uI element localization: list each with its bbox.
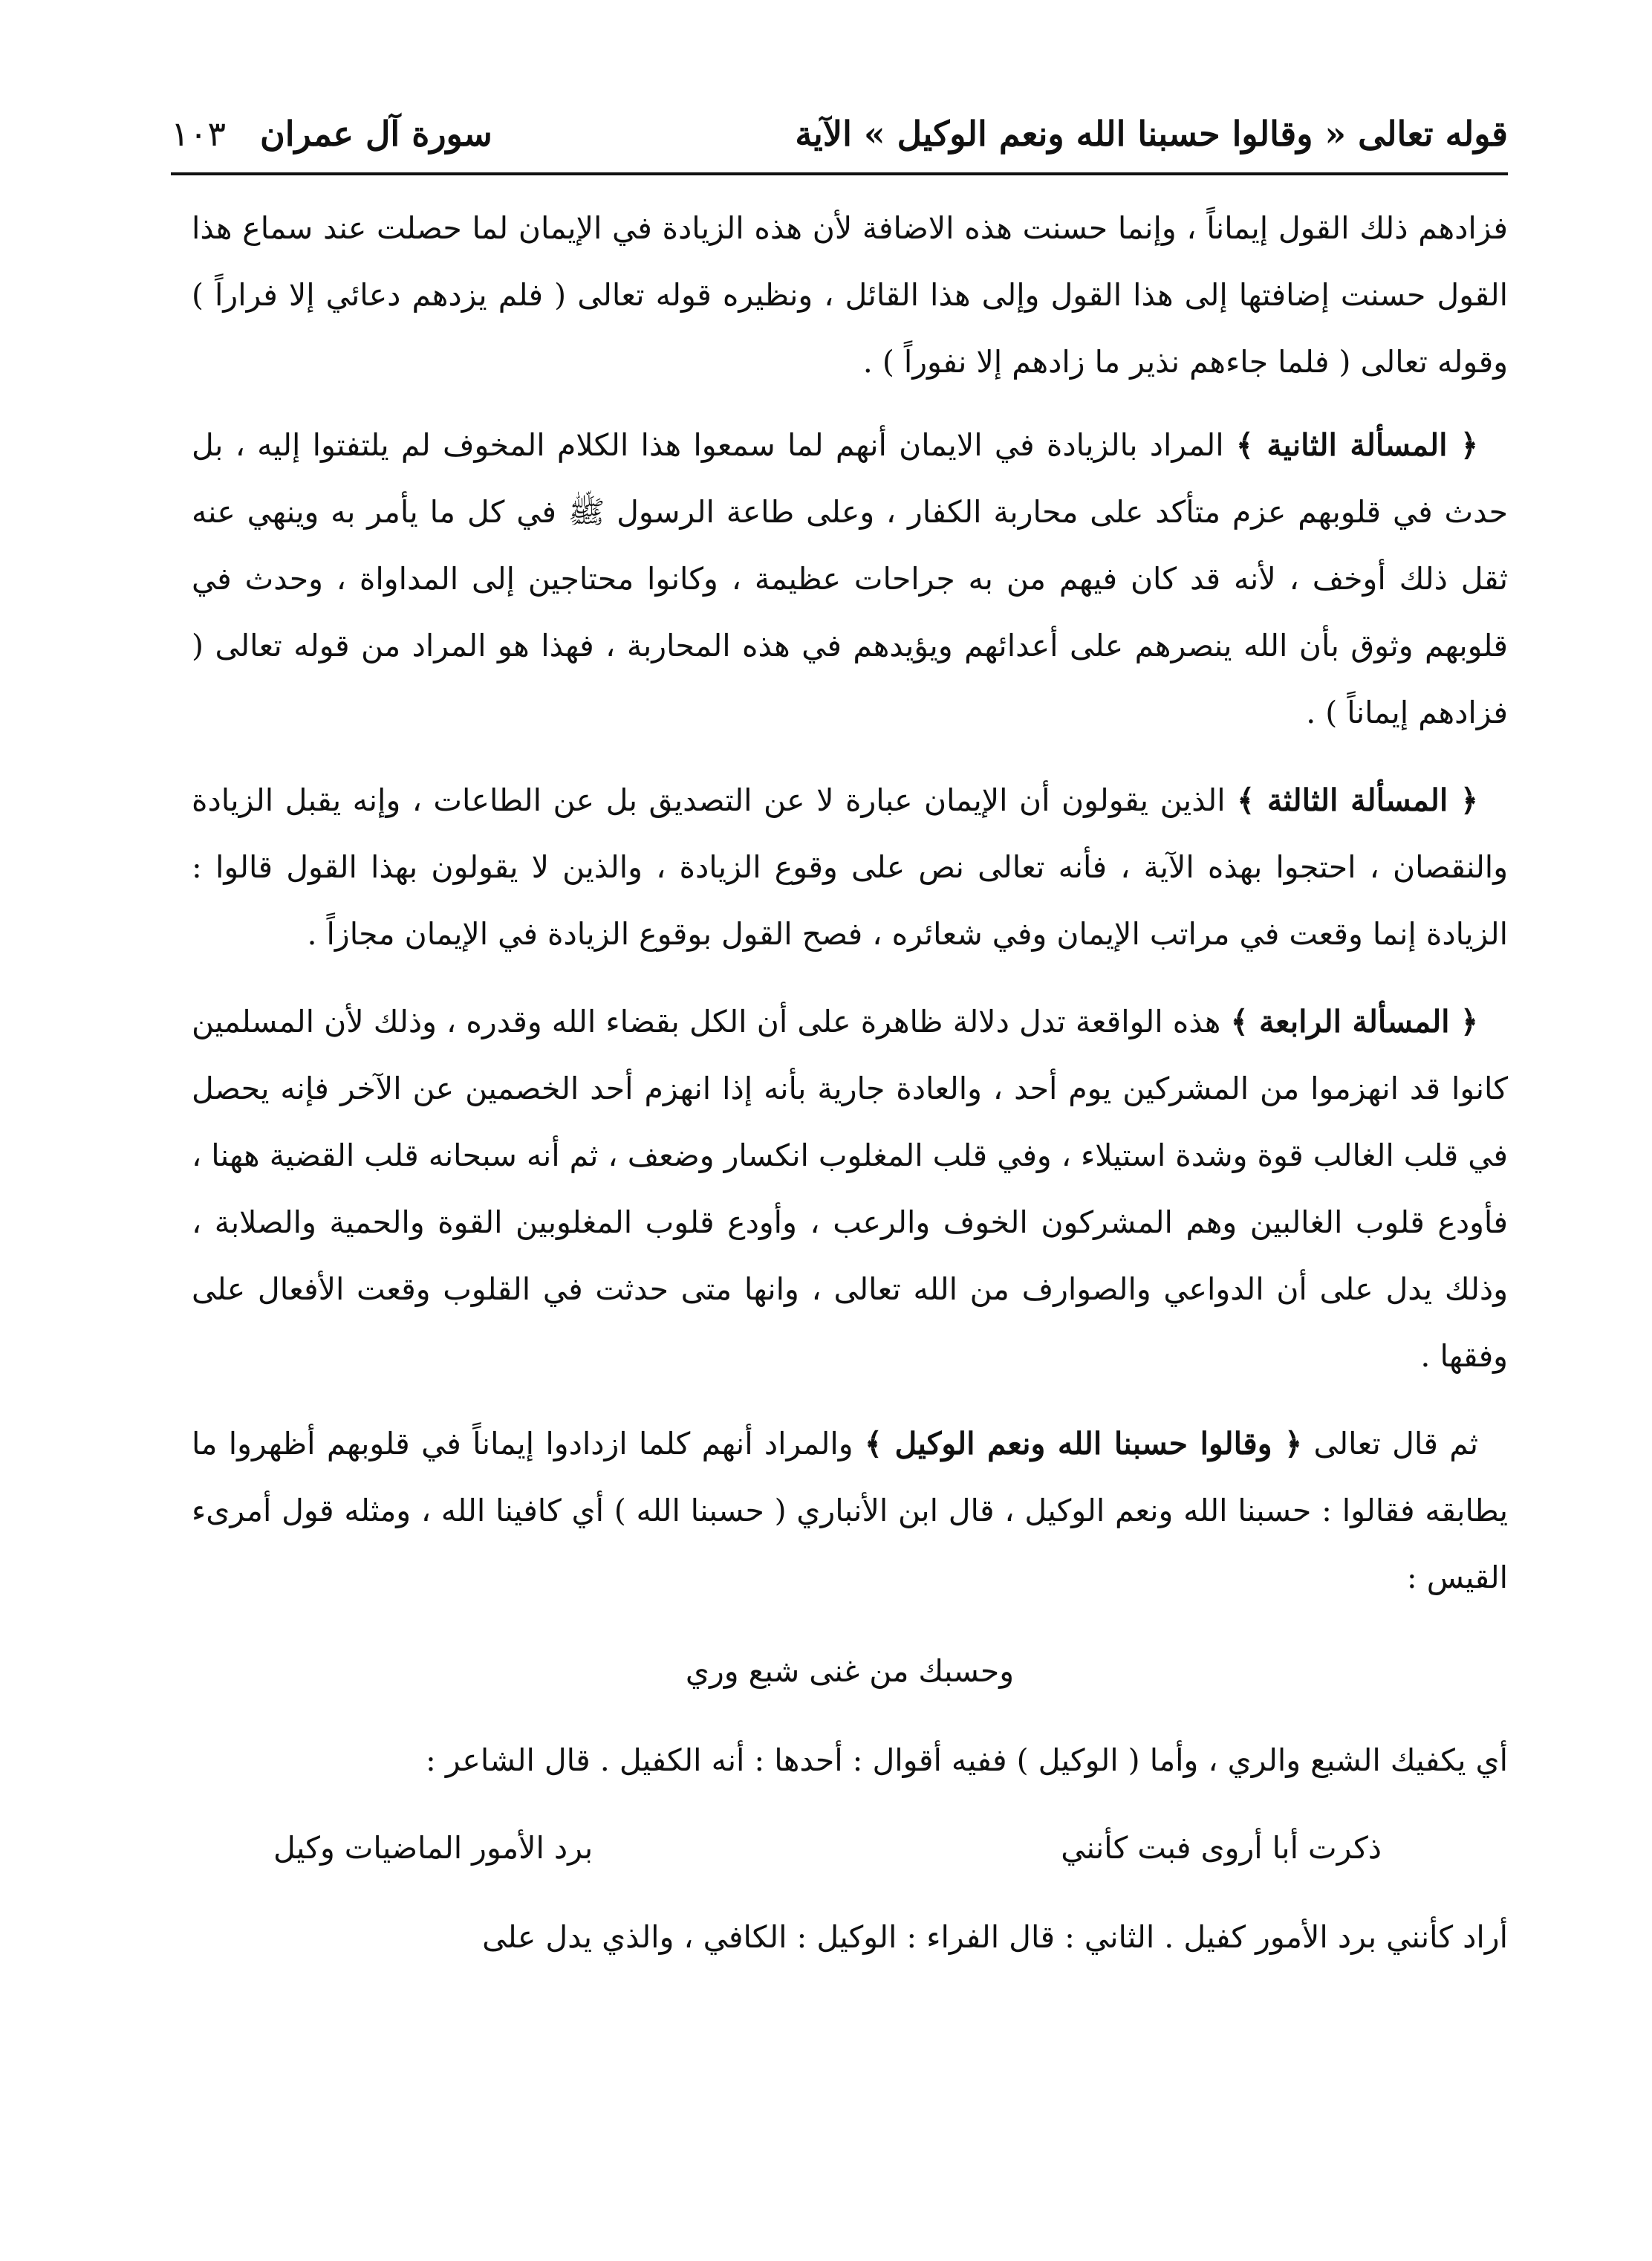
poem-first-hemistich: ذكرت أبا أروى فبت كأنني bbox=[1061, 1830, 1382, 1866]
paragraph-4 bbox=[192, 988, 1508, 1389]
running-title: قوله تعالى « وقالوا حسبنا الله ونعم الوكيل » الآية bbox=[795, 114, 1508, 154]
page-header bbox=[171, 104, 1508, 171]
paragraph-5-prefix: ثم قال تعالى bbox=[1302, 1426, 1479, 1462]
issue-heading-second: ﴿ المسألة الثانية ﴾ bbox=[1235, 427, 1478, 463]
paragraph-3 bbox=[192, 767, 1508, 967]
paragraph-2-text: المراد بالزيادة في الايمان أنهم لما سمعوا هذا الكلام المخوف لم يلتفتوا إليه ، بل حدث في قلوبهم عزم متأكد على محاربة الكفار ، وعلى طاعة الرسول ﷺ في كل ما يأمر به وينهي عنه ثقل ذلك أوخف ، لأنه قد كان فيهم من به جراحات عظيمة ، وكانوا محتاجين إلى المداواة ، وحدث في قلوبهم وثوق بأن الله ينصرهم على أعدائهم ويؤيدهم في هذه المحاربة ، فهذا هو المراد من قوله تعالى ( فزادهم إيماناً ) . bbox=[192, 427, 1508, 730]
issue-heading-fourth: ﴿ المسألة الرابعة ﴾ bbox=[1230, 1004, 1478, 1039]
paragraph-1 bbox=[192, 195, 1508, 395]
paragraph-6-text: أي يكفيك الشبع والري ، وأما ( الوكيل ) ففيه أقوال : أحدها : أنه الكفيل . قال الشاعر : bbox=[425, 1742, 1508, 1778]
header-rule bbox=[171, 172, 1508, 175]
surah-name: سورة آل عمران bbox=[260, 114, 492, 154]
paragraph-7-text: أراد كأنني برد الأمور كفيل . الثاني : قال الفراء : الوكيل : الكافي ، والذي يدل على bbox=[482, 1919, 1508, 1955]
quranic-quote: ﴿ وقالوا حسبنا الله ونعم الوكيل ﴾ bbox=[864, 1426, 1303, 1462]
poetry-hemistich: وحسبك من غنى شبع وري bbox=[685, 1653, 1015, 1689]
paragraph-4-text: هذه الواقعة تدل دلالة ظاهرة على أن الكل بقضاء الله وقدره ، وذلك لأن المسلمين كانوا قد انهزموا من المشركين يوم أحد ، والعادة جارية بأنه إذا انهزم أحد الخصمين عن الآخر فإنه يحصل في قلب الغالب قوة وشدة استيلاء ، وفي قلب المغلوب انكسار وضعف ، ثم أنه سبحانه قلب القضية ههنا ، فأودع قلوب الغالبين وهم المشركون الخوف والرعب ، وأودع قلوب المغلوبين القوة والحمية والصلابة ، وذلك يدل على أن الدواعي والصوارف من الله تعالى ، وانها متى حدثت في القلوب وقعت الأفعال على وفقها . bbox=[192, 1004, 1508, 1374]
paragraph-5 bbox=[192, 1410, 1508, 1611]
paragraph-5-text: والمراد أنهم كلما ازدادوا إيماناً في قلوبهم أظهروا ما يطابقه فقالوا : حسبنا الله ونعم الوكيل ، قال ابن الأنباري ( حسبنا الله ) أي كافينا الله ، ومثله قول أمرىء القيس : bbox=[192, 1426, 1508, 1595]
paragraph-3-text: الذين يقولون أن الإيمان عبارة لا عن التصديق بل عن الطاعات ، وإنه يقبل الزيادة والنقصان ، احتجوا بهذه الآية ، فأنه تعالى نص على وقوع الزيادة ، والذين لا يقولون بهذا القول قالوا : الزيادة إنما وقعت في مراتب الإيمان وفي شعائره ، فصح القول بوقوع الزيادة في الإيمان مجازاً . bbox=[192, 782, 1508, 952]
paragraph-2 bbox=[192, 412, 1508, 746]
issue-heading-third: ﴿ المسألة الثالثة ﴾ bbox=[1237, 782, 1478, 818]
body-text bbox=[192, 195, 1508, 1991]
page-number: ١٠٣ bbox=[171, 114, 227, 154]
poetry-verse bbox=[192, 1814, 1508, 1881]
poem-second-hemistich: برد الأمور الماضيات وكيل bbox=[273, 1830, 594, 1866]
paragraph-7 bbox=[192, 1904, 1508, 1970]
paragraph-1-text: فزادهم ذلك القول إيماناً ، وإنما حسنت هذه الاضافة لأن هذه الزيادة في الإيمان لما حصلت عند سماع هذا القول حسنت إضافتها إلى هذا القول وإلى هذا القائل ، ونظيره قوله تعالى ( فلم يزدهم دعائي إلا فراراً ) وقوله تعالى ( فلما جاءهم نذير ما زادهم إلا نفوراً ) . bbox=[192, 210, 1508, 380]
paragraph-6 bbox=[192, 1727, 1508, 1794]
